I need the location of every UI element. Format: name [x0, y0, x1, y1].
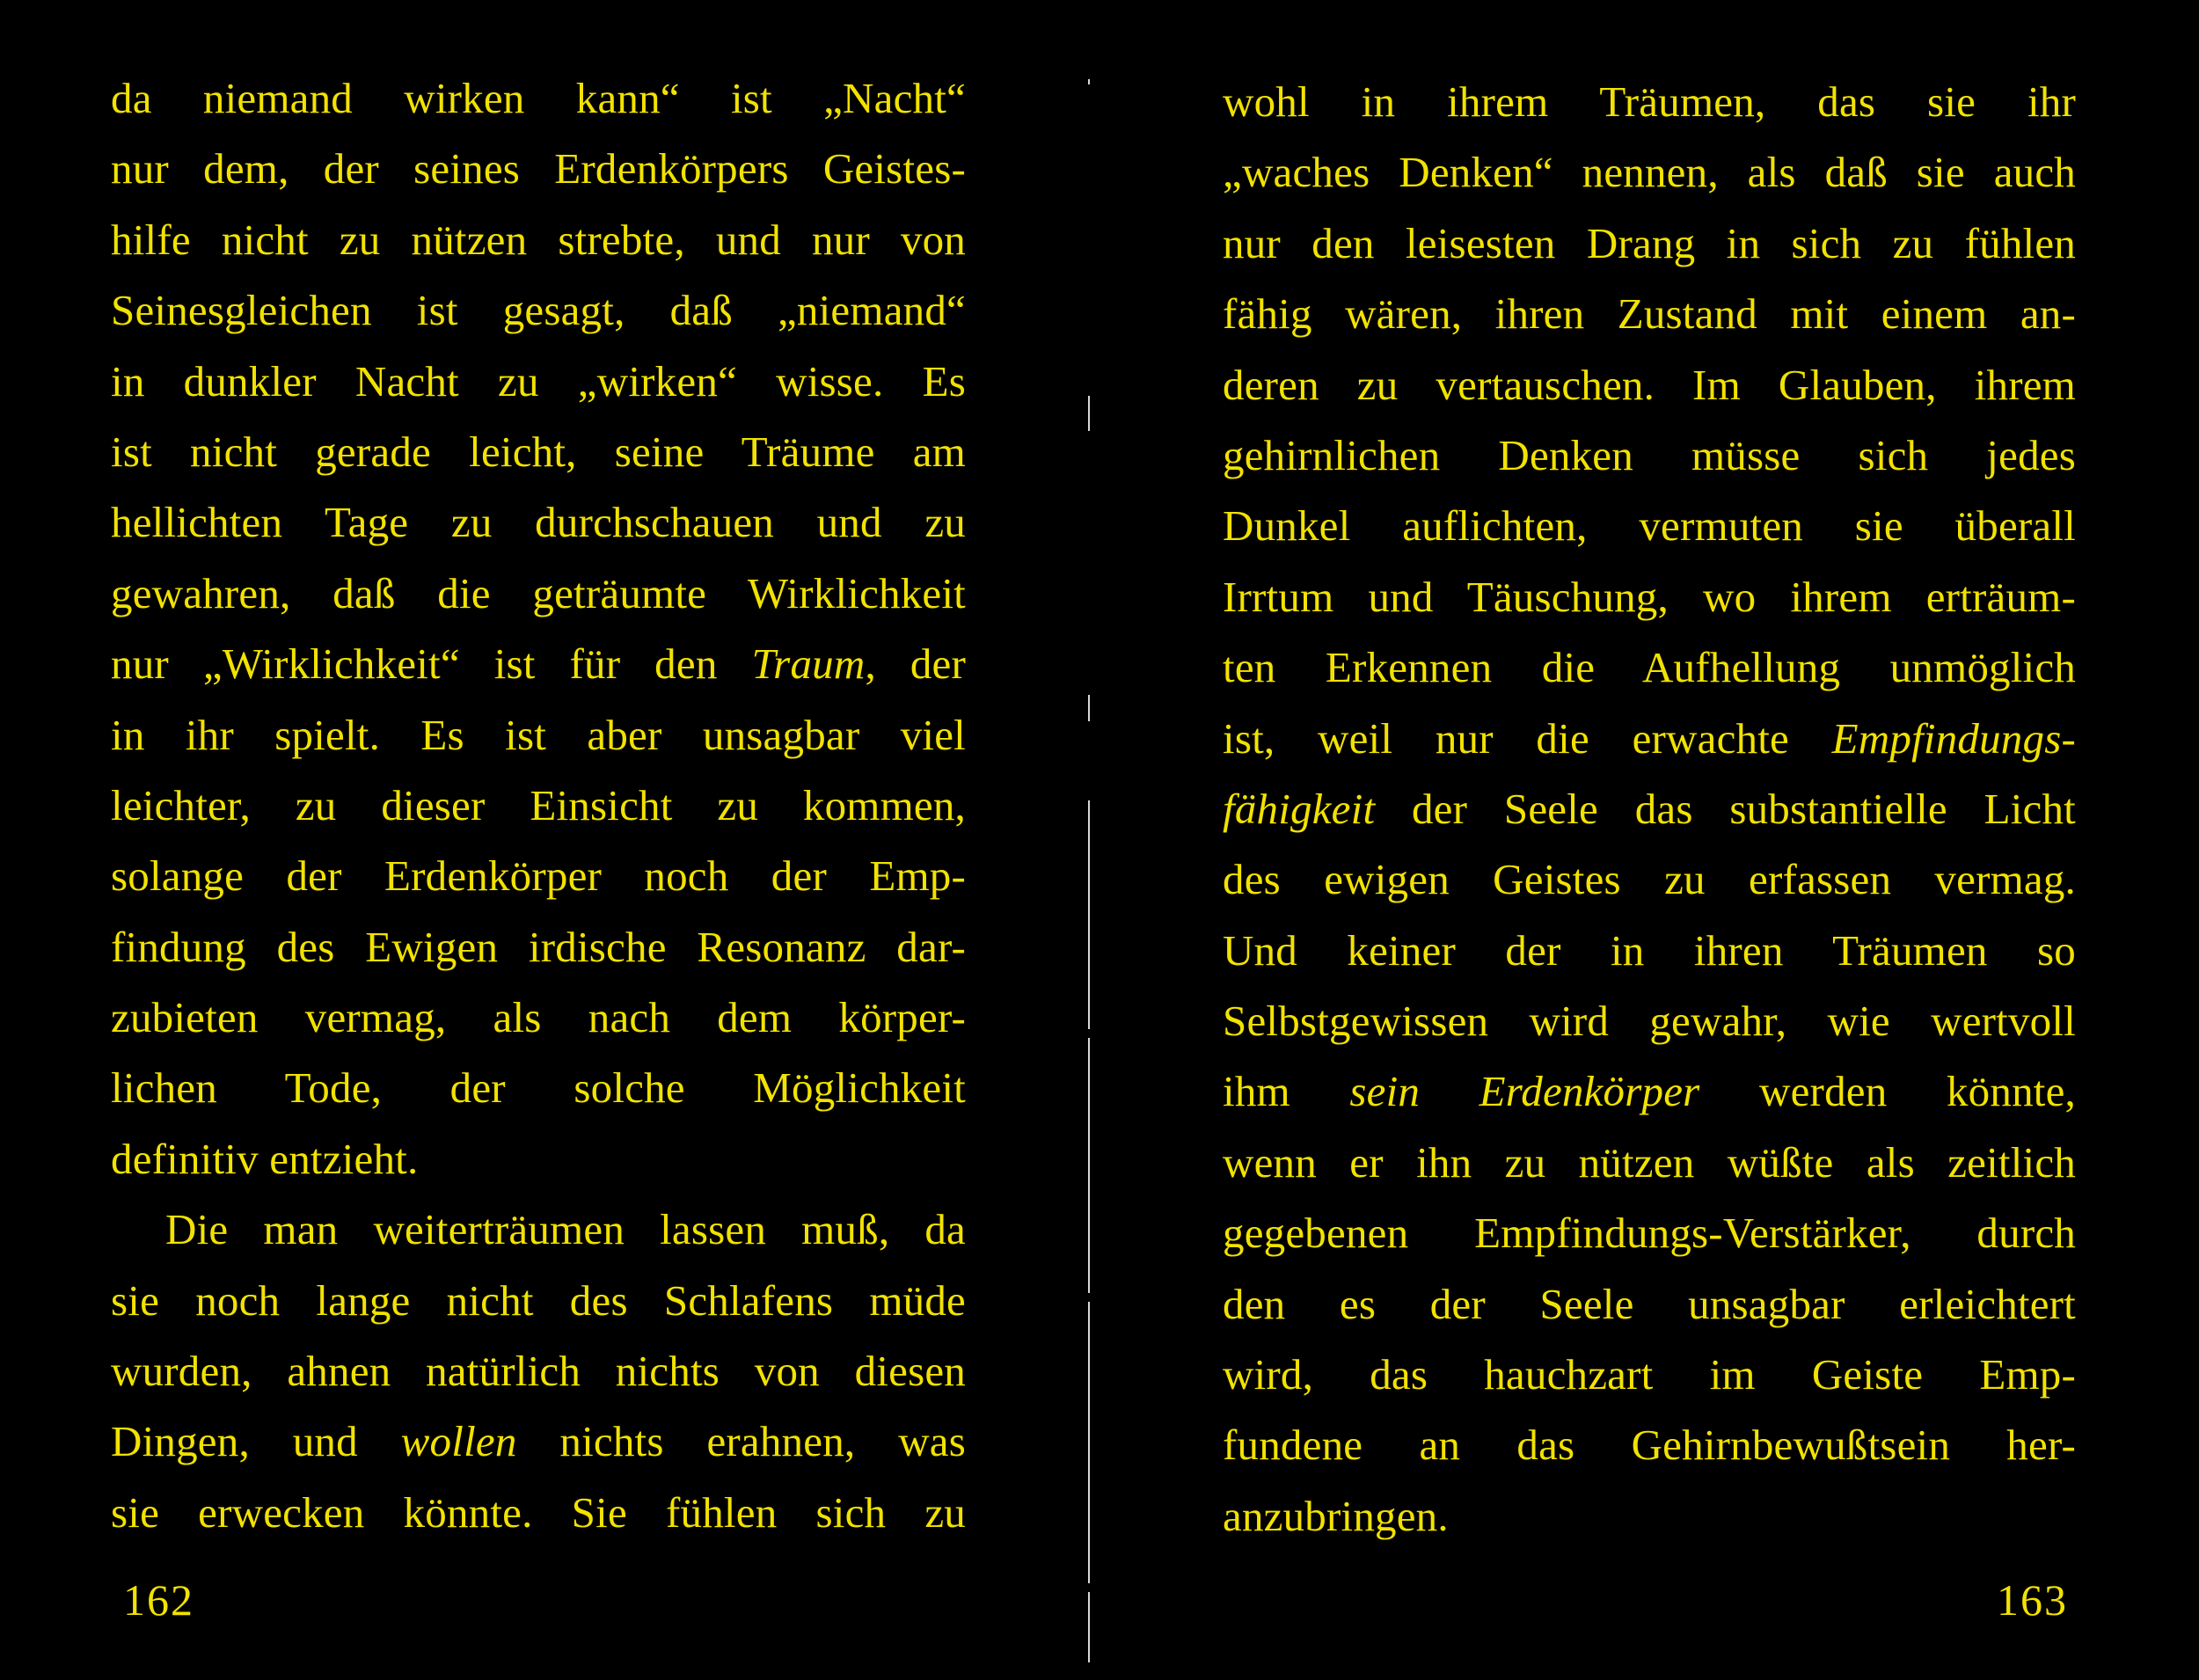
text-line: [1223, 1481, 2076, 1552]
text-line: [111, 417, 966, 487]
text-line: [111, 841, 966, 911]
italic-text: Empfindungs-: [1831, 713, 2076, 763]
italic-text: Traum: [751, 639, 866, 689]
text-line: [1223, 420, 2076, 491]
italic-text: fähigkeit: [1223, 784, 1376, 833]
italic-text: sein Erdenkörper: [1349, 1067, 1700, 1116]
text-line: [111, 1053, 966, 1123]
text-line: [111, 771, 966, 841]
text-run: hilfe nicht zu nützen strebte, und nur von: [111, 215, 966, 264]
text-line: [111, 347, 966, 417]
text-line: [111, 1406, 966, 1477]
text-line: [111, 629, 966, 699]
text-run: wenn er ihn zu nützen wüßte als zeitlich: [1223, 1137, 2076, 1187]
text-line: [111, 982, 966, 1053]
text-run: hellichten Tage zu durchschauen und zu: [111, 498, 966, 547]
text-line: [1223, 704, 2076, 774]
text-run: lichen Tode, der solche Möglichkeit: [111, 1063, 966, 1113]
text-run: der Seele das substantielle Licht: [1375, 784, 2076, 833]
text-line: [111, 275, 966, 346]
text-run: gegebenen Empfindungs-Verstärker, durch: [1223, 1209, 2076, 1258]
text-line: [1223, 1269, 2076, 1340]
text-run: sie erwecken könnte. Sie fühlen sich zu: [111, 1487, 966, 1537]
text-run: anzubringen.: [1223, 1491, 1449, 1540]
right-page: [1091, 0, 2199, 1680]
text-line: [1223, 1340, 2076, 1410]
text-line: [111, 559, 966, 629]
text-run: gehirnlichen Denken müsse sich jedes: [1223, 430, 2076, 479]
text-run: gewahren, daß die geträumte Wirklichkeit: [111, 568, 966, 617]
text-run: Und keiner der in ihren Träumen so: [1223, 925, 2076, 975]
text-run: solange der Erdenkörper noch der Emp-: [111, 851, 966, 901]
text-run: zubieten vermag, als nach dem körper-: [111, 993, 966, 1042]
left-page-text: [111, 63, 966, 1548]
text-line: [1223, 916, 2076, 986]
text-line: [1223, 562, 2076, 632]
text-line: [111, 1266, 966, 1336]
text-line: [111, 1194, 966, 1265]
text-run: des ewigen Geistes zu erfassen vermag.: [1223, 855, 2076, 904]
text-run: ist, weil nur die erwachte: [1223, 713, 1832, 763]
left-page: [0, 0, 1091, 1680]
text-line: [1223, 632, 2076, 703]
text-line: [1223, 774, 2076, 844]
text-run: deren zu vertauschen. Im Glauben, ihrem: [1223, 360, 2076, 409]
text-run: da niemand wirken kann“ ist „Nacht“: [111, 74, 966, 122]
text-run: Die man weiterträumen lassen muß, da: [165, 1205, 966, 1254]
text-run: Seinesgleichen ist gesagt, daß „niemand“: [111, 286, 966, 335]
text-run: ten Erkennen die Aufhellung unmöglich: [1223, 643, 2076, 692]
text-run: nur den leisesten Drang in sich zu fühlen: [1223, 218, 2076, 267]
text-run: wurden, ahnen natürlich nichts von diesen: [111, 1347, 966, 1396]
text-run: Irrtum und Täuschung, wo ihrem erträum-: [1223, 572, 2076, 621]
text-run: definitiv entzieht.: [111, 1134, 419, 1183]
text-run: nur „Wirklichkeit“ ist für den: [111, 639, 752, 689]
text-line: [111, 205, 966, 275]
text-run: fähig wären, ihren Zustand mit einem an-: [1223, 289, 2076, 339]
text-run: findung des Ewigen irdische Resonanz dar-: [111, 922, 966, 971]
text-line: [111, 134, 966, 204]
right-page-text: [1223, 67, 2076, 1552]
text-line: [1223, 137, 2076, 208]
text-line: [1223, 986, 2076, 1056]
text-run: den es der Seele unsagbar erleichtert: [1223, 1279, 2076, 1328]
text-run: fundene an das Gehirnbewußtsein her-: [1223, 1421, 2076, 1470]
text-run: werden könnte,: [1699, 1067, 2076, 1116]
text-line: [111, 912, 966, 982]
text-run: ist nicht gerade leicht, seine Träume am: [111, 427, 966, 476]
text-line: [111, 63, 966, 134]
text-line: [111, 1336, 966, 1406]
text-line: [1223, 1128, 2076, 1198]
text-run: in dunkler Nacht zu „wirken“ wisse. Es: [111, 356, 966, 405]
text-line: [111, 700, 966, 771]
text-run: wird, das hauchzart im Geiste Emp-: [1223, 1350, 2076, 1399]
right-page-number: 163: [1997, 1575, 2068, 1625]
text-run: ihm: [1223, 1067, 1350, 1116]
text-line: [1223, 279, 2076, 349]
text-line: [1223, 67, 2076, 137]
left-page-number: 162: [123, 1575, 194, 1625]
text-line: [1223, 1410, 2076, 1480]
text-run: nichts erahnen, was: [516, 1417, 966, 1466]
text-line: [111, 487, 966, 558]
text-line: [1223, 1198, 2076, 1268]
text-run: Dunkel auflichten, vermuten sie überall: [1223, 501, 2076, 551]
text-run: sie noch lange nicht des Schlafens müde: [111, 1275, 966, 1325]
text-line: [1223, 491, 2076, 561]
text-run: „waches Denken“ nennen, als daß sie auch: [1223, 148, 2076, 197]
text-line: [111, 1478, 966, 1548]
italic-text: wollen: [400, 1417, 517, 1466]
text-run: leichter, zu dieser Einsicht zu kommen,: [111, 780, 966, 829]
text-line: [1223, 208, 2076, 279]
text-run: , der: [865, 639, 966, 689]
text-run: Selbstgewissen wird gewahr, wie wertvoll: [1223, 997, 2076, 1046]
text-run: nur dem, der seines Erdenkörpers Geistes-: [111, 144, 966, 194]
text-line: [1223, 844, 2076, 915]
text-run: Dingen, und: [111, 1417, 401, 1466]
text-run: wohl in ihrem Träumen, das sie ihr: [1223, 77, 2076, 126]
text-line: [111, 1124, 966, 1194]
text-line: [1223, 1056, 2076, 1127]
text-run: in ihr spielt. Es ist aber unsagbar viel: [111, 710, 966, 759]
text-line: [1223, 350, 2076, 420]
